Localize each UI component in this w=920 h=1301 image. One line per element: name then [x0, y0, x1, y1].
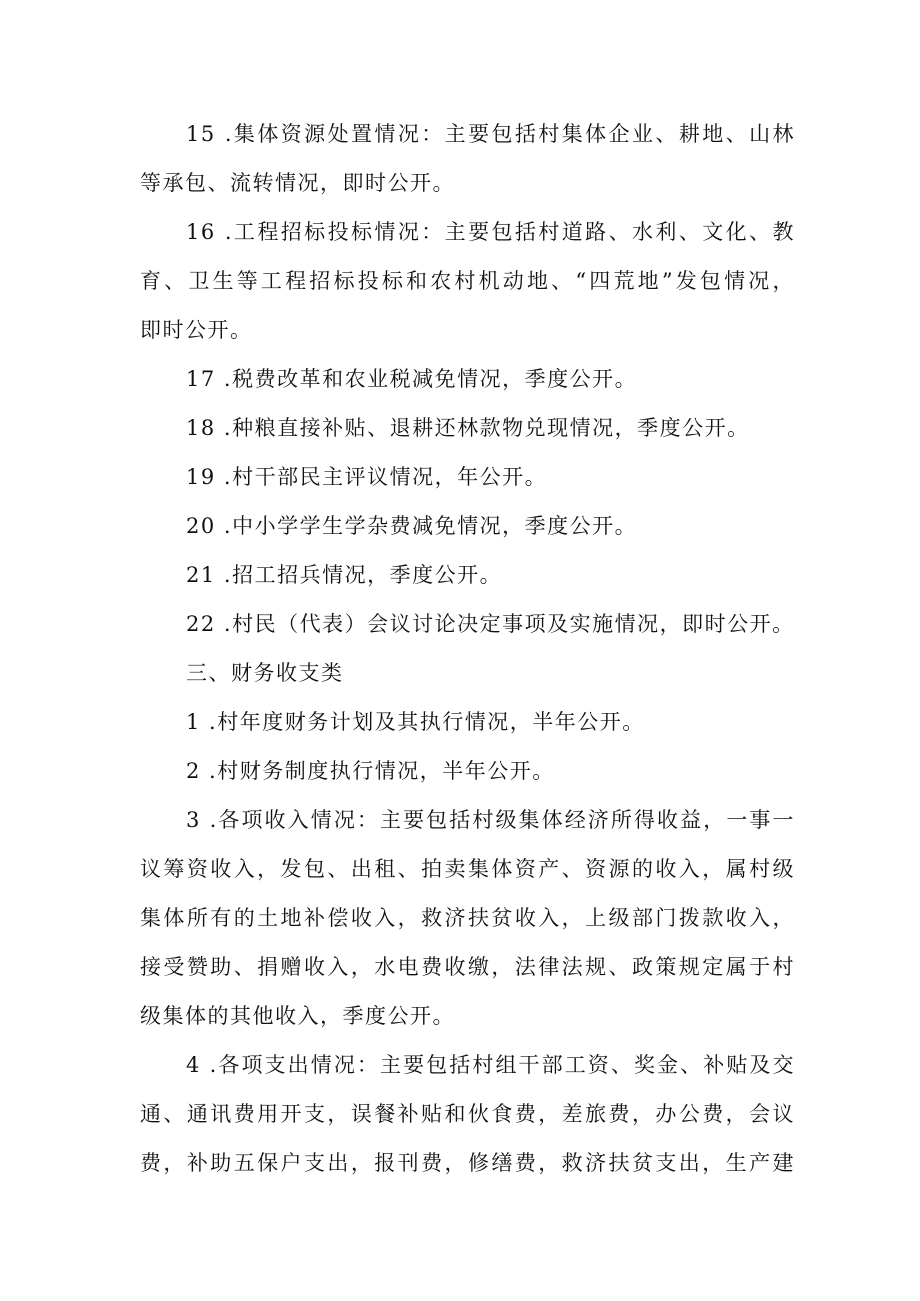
paragraph [140, 747, 795, 796]
paragraph [140, 110, 795, 208]
text-line: 20 .中小学学生学杂费减免情况，季度公开。 [186, 514, 638, 538]
paragraph [140, 404, 795, 453]
text-line: 22 .村民（代表）会议讨论决定事项及实施情况，即时公开。 [186, 612, 795, 636]
paragraph [140, 600, 795, 649]
text-line: 即时公开。 [140, 318, 253, 342]
paragraph [140, 1041, 795, 1188]
text-line: 三、财务收支类 [186, 661, 344, 685]
paragraph [140, 698, 795, 747]
text-line: 4 .各项支出情况：主要包括村组干部工资、奖金、补贴及交 [186, 1053, 795, 1077]
paragraph [140, 208, 795, 355]
text-line: 等承包、流转情况，即时公开。 [140, 171, 455, 195]
text-line: 21 .招工招兵情况，季度公开。 [186, 563, 503, 587]
text-line: 议筹资收入，发包、出租、拍卖集体资产、资源的收入，属村级 [140, 857, 795, 881]
paragraph [140, 796, 795, 1041]
document-body [140, 110, 795, 1188]
text-line: 16 .工程招标投标情况：主要包括村道路、水利、文化、教 [186, 220, 795, 244]
text-line: 集体所有的土地补偿收入，救济扶贫收入，上级部门拨款收入， [140, 906, 795, 930]
paragraph [140, 355, 795, 404]
text-line: 3 .各项收入情况：主要包括村级集体经济所得收益，一事一 [186, 808, 795, 832]
text-line: 接受赞助、捐赠收入，水电费收缴，法律法规、政策规定属于村 [140, 955, 795, 979]
text-line: 级集体的其他收入，季度公开。 [140, 1004, 455, 1028]
text-line: 15 .集体资源处置情况：主要包括村集体企业、耕地、山林 [186, 122, 795, 146]
text-line: 2 .村财务制度执行情况，半年公开。 [186, 759, 555, 783]
paragraph [140, 502, 795, 551]
paragraph [140, 649, 795, 698]
text-line: 1 .村年度财务计划及其执行情况，半年公开。 [186, 710, 645, 734]
paragraph [140, 551, 795, 600]
text-line: 通、通讯费用开支，误餐补贴和伙食费，差旅费，办公费，会议 [140, 1102, 795, 1126]
text-line: 18 .种粮直接补贴、退耕还林款物兑现情况，季度公开。 [186, 416, 750, 440]
text-line: 育、卫生等工程招标投标和农村机动地、“四荒地”发包情况， [140, 269, 795, 293]
text-line: 17 .税费改革和农业税减免情况，季度公开。 [186, 367, 638, 391]
text-line: 费，补助五保户支出，报刊费，修缮费，救济扶贫支出，生产建 [140, 1151, 795, 1175]
paragraph [140, 453, 795, 502]
text-line: 19 .村干部民主评议情况，年公开。 [186, 465, 548, 489]
